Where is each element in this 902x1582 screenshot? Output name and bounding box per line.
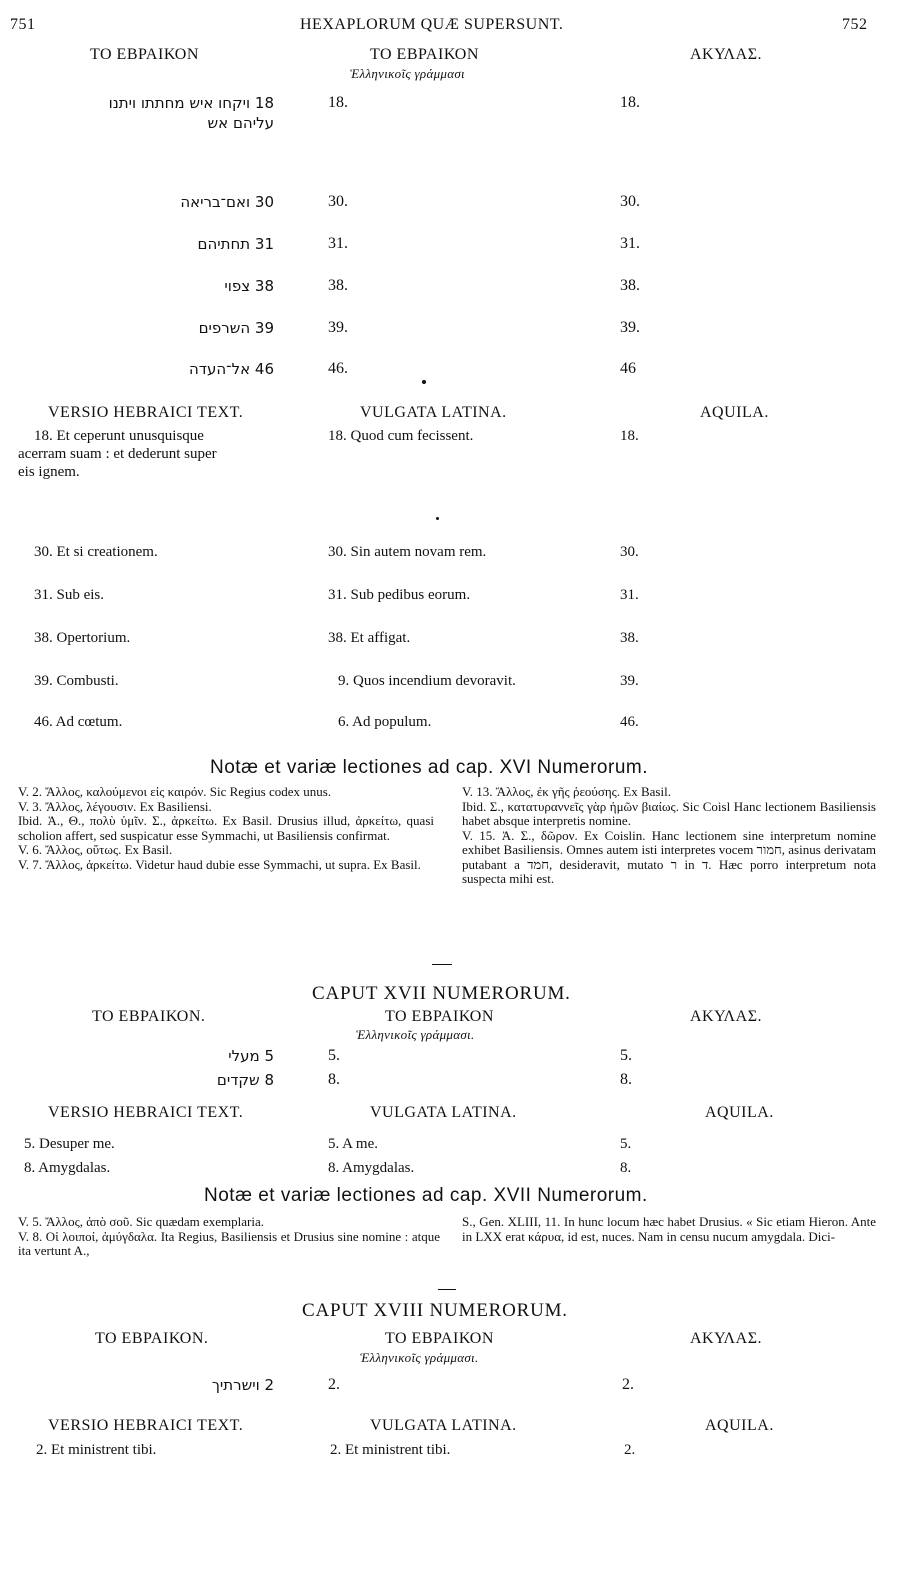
col-header-aquila-greek: ΑΚΥΛΑΣ. — [690, 1008, 763, 1025]
hebrew-line: 31 תחתיהם — [197, 235, 274, 253]
translit-number: 30. — [328, 193, 348, 210]
versio-text: eis ignem. — [18, 464, 80, 480]
col-header-vulgata: VULGATA LATINA. — [370, 1104, 517, 1121]
notes-title: Notæ et variæ lectiones ad cap. XVI Numerorum. — [210, 757, 649, 778]
aquila-text: 38. — [620, 630, 639, 646]
col-header-aquila: AQUILA. — [700, 404, 769, 421]
translit-number: 8. — [328, 1071, 340, 1088]
aquila-text: 2. — [624, 1442, 636, 1458]
aquila-text: 39. — [620, 673, 639, 689]
vulgata-text: 31. Sub pedibus eorum. — [328, 587, 471, 603]
translit-number: 46. — [328, 360, 348, 377]
page-number-right: 752 — [842, 16, 868, 33]
section-divider — [438, 1289, 456, 1290]
versio-text: acerram suam : et dederunt super — [18, 446, 217, 462]
hebrew-line: 2 וישרתיך — [211, 1376, 274, 1394]
aquila-number: 18. — [620, 94, 640, 111]
vulgata-text: 2. Et ministrent tibi. — [330, 1442, 451, 1458]
vulgata-text: 30. Sin autem novam rem. — [328, 544, 487, 560]
section-divider — [432, 964, 452, 965]
translit-number: 2. — [328, 1376, 340, 1393]
translit-number: 39. — [328, 319, 348, 336]
col-header-hebrew: ΤΟ ΕΒΡΑΙΚΟΝ. — [95, 1330, 209, 1347]
hebrew-line: 5 מעלי — [228, 1047, 274, 1065]
aquila-number: 39. — [620, 319, 640, 336]
page-number-left: 751 — [10, 16, 36, 33]
col-header-versio: VERSIO HEBRAICI TEXT. — [48, 404, 244, 421]
notes-right-column — [462, 1215, 876, 1244]
aquila-number: 2. — [622, 1376, 634, 1393]
vulgata-text: 38. Et affigat. — [328, 630, 411, 646]
col-header-translit-sub: Ἑλληνικοῖς γράμμασι — [350, 66, 465, 81]
col-header-versio: VERSIO HEBRAICI TEXT. — [48, 1104, 244, 1121]
note-entry: V. 7. Ἄλλος, ἀρκείτω. Videtur haud dubie esse Symmachi, ut supra. Ex Basil. — [18, 856, 421, 872]
col-header-translit: ΤΟ ΕΒΡΑΙΚΟΝ — [370, 46, 479, 63]
aquila-number: 31. — [620, 235, 640, 252]
note-entry: V. 6. Ἄλλος, οὕτως. Ex Basil. — [18, 842, 173, 857]
translit-number: 18. — [328, 94, 348, 111]
ink-dot — [422, 380, 426, 384]
note-entry: V. 5. Ἄλλος, ἀπὸ σοῦ. Sic quædam exemplaria. — [18, 1214, 264, 1229]
note-entry: S., Gen. XLIII, 11. In hunc locum hæc habet Drusius. « Sic etiam Hieron. Ante in LXX erat κάρυα, id est, nuces. Nam in censu nucum amygdala. Dici- — [462, 1214, 876, 1244]
aquila-text: 18. — [620, 428, 639, 444]
vulgata-text: 9. Quos incendium devoravit. — [338, 673, 516, 689]
hebrew-line: 39 השרפים — [198, 319, 274, 337]
note-entry: Ibid. Σ., κατατυραννεῖς γὰρ ἡμῶν βιαίως. Sic Coisl Hanc lectionem Basiliensis habet absque interpretis nomine. — [462, 798, 876, 828]
versio-text: 2. Et ministrent tibi. — [36, 1442, 157, 1458]
aquila-text: 8. — [620, 1160, 632, 1176]
note-entry: V. 15. Ἀ. Σ., δῶρον. Ex Coislin. Hanc lectionem sine interpretum nomine exhibet Basiliensis. Omnes autem isti interpretes vocem חמור, asinus derivatam putabant a חמד, desideravit, mutato ר in ד. Hæc porro interpretum nota suspecta mihi est. — [462, 827, 876, 886]
translit-number: 38. — [328, 277, 348, 294]
aquila-number: 30. — [620, 193, 640, 210]
hebrew-line: 8 שקדים — [216, 1071, 274, 1089]
col-header-vulgata: VULGATA LATINA. — [360, 404, 507, 421]
notes-title: Notæ et variæ lectiones ad cap. XVII Numerorum. — [204, 1185, 648, 1206]
note-entry: V. 8. Οἱ λοιποί, ἀμύγδαλα. Ita Regius, Basiliensis et Drusius sine nomine : atque ita vertunt A., — [18, 1228, 440, 1258]
aquila-number: 8. — [620, 1071, 632, 1088]
caput-title: CAPUT XVII NUMERORUM. — [312, 983, 571, 1004]
aquila-text: 46. — [620, 714, 639, 730]
note-entry: Ibid. Ἀ., Θ., πολὺ ὑμῖν. Σ., ἀρκείτω. Ex Basil. Drusius illud, ἀρκείτω, quasi scholion affert, sed suspicatur esse Symmachi, ut Basiliensis confirmat. — [18, 813, 434, 843]
col-header-translit-sub: Ἑλληνικοῖς γράμμασι. — [360, 1350, 479, 1365]
versio-text: 46. Ad cœtum. — [34, 714, 123, 730]
aquila-text: 5. — [620, 1136, 632, 1152]
col-header-hebrew: ΤΟ ΕΒΡΑΙΚΟΝ. — [92, 1008, 206, 1025]
translit-number: 5. — [328, 1047, 340, 1064]
aquila-text: 30. — [620, 544, 639, 560]
notes-left-column — [18, 1215, 440, 1259]
aquila-number: 46 — [620, 360, 636, 377]
col-header-hebrew: ΤΟ ΕΒΡΑΙΚΟΝ — [90, 46, 199, 63]
versio-text: 5. Desuper me. — [24, 1136, 115, 1152]
versio-text: 38. Opertorium. — [34, 630, 131, 646]
col-header-translit: ΤΟ ΕΒΡΑΙΚΟΝ — [385, 1330, 494, 1347]
vulgata-text: 18. Quod cum fecissent. — [328, 428, 474, 444]
hebrew-line: עליהם אש — [207, 114, 274, 132]
versio-text: 18. Et ceperunt unusquisque — [34, 428, 204, 444]
hebrew-line: 18 ויקחו איש מחתתו ויתנו — [108, 94, 274, 112]
versio-text: 8. Amygdalas. — [24, 1160, 111, 1176]
caput-title: CAPUT XVIII NUMERORUM. — [302, 1300, 568, 1321]
notes-right-column — [462, 785, 876, 887]
col-header-aquila-greek: ΑΚΥΛΑΣ. — [690, 46, 763, 63]
col-header-aquila: AQUILA. — [705, 1417, 774, 1434]
aquila-number: 38. — [620, 277, 640, 294]
notes-left-column — [18, 785, 434, 872]
vulgata-text: 8. Amygdalas. — [328, 1160, 415, 1176]
note-entry: V. 3. Ἄλλος, λέγουσιν. Ex Basiliensi. — [18, 798, 212, 814]
vulgata-text: 6. Ad populum. — [338, 714, 432, 730]
col-header-vulgata: VULGATA LATINA. — [370, 1417, 517, 1434]
versio-text: 30. Et si creationem. — [34, 544, 158, 560]
vulgata-text: 5. A me. — [328, 1136, 379, 1152]
col-header-translit-sub: Ἑλληνικοῖς γράμμασι. — [356, 1027, 475, 1042]
hebrew-line: 46 אל־העדה — [188, 360, 274, 378]
col-header-translit: ΤΟ ΕΒΡΑΙΚΟΝ — [385, 1008, 494, 1025]
versio-text: 39. Combusti. — [34, 673, 119, 689]
hebrew-line: 30 ואם־בריאה — [180, 193, 274, 211]
hebrew-line: 38 צפוי — [224, 277, 274, 295]
versio-text: 31. Sub eis. — [34, 587, 105, 603]
aquila-number: 5. — [620, 1047, 632, 1064]
col-header-versio: VERSIO HEBRAICI TEXT. — [48, 1417, 244, 1434]
note-entry: V. 2. Ἄλλος, καλούμενοι εἰς καιρόν. Sic Regius codex unus. — [18, 784, 332, 799]
translit-number: 31. — [328, 235, 348, 252]
ink-dot — [436, 517, 439, 520]
running-title: HEXAPLORUM QUÆ SUPERSUNT. — [300, 16, 564, 33]
col-header-aquila: AQUILA. — [705, 1104, 774, 1121]
col-header-aquila-greek: ΑΚΥΛΑΣ. — [690, 1330, 763, 1347]
note-entry: V. 13. Ἄλλος, ἐκ γῆς ῥεούσης. Ex Basil. — [462, 784, 671, 799]
aquila-text: 31. — [620, 587, 639, 603]
